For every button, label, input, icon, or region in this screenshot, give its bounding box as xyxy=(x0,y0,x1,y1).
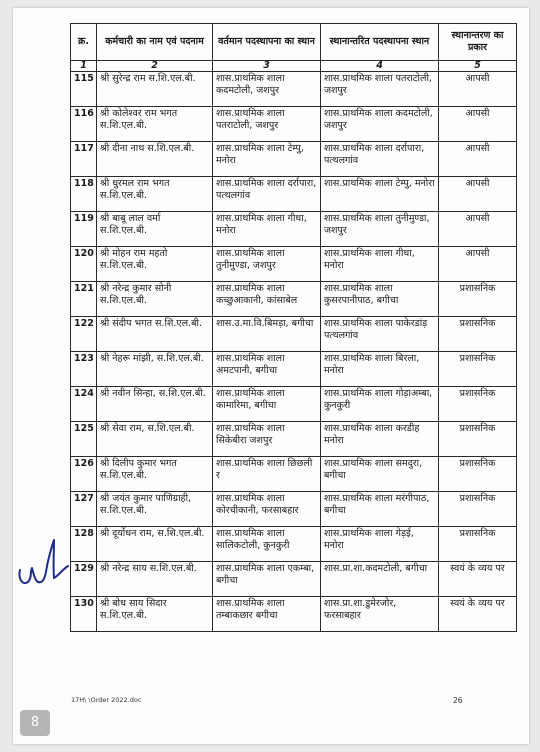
table-row xyxy=(71,597,517,632)
row-transferred-posting: शास.प्राथमिक शाला कदमटोली, जशपुर xyxy=(321,107,439,142)
row-transferred-posting: शास.प्राथमिक शाला गोड़ाअम्बा, कुनकुरी xyxy=(321,387,439,422)
row-serial-number: 117 xyxy=(71,142,97,177)
header-serial: क्र. xyxy=(71,24,97,61)
row-employee-name: श्री कोलेश्वर राम भगत स.शि.एल.बी. xyxy=(97,107,213,142)
column-number: 3 xyxy=(213,61,321,72)
row-transfer-type: प्रशासनिक xyxy=(439,422,517,457)
row-current-posting: शास.प्राथमिक शाला कामारिमा, बगीचा xyxy=(213,387,321,422)
row-current-posting: शास.प्राथमिक शाला अमटपानी, बगीचा xyxy=(213,352,321,387)
row-employee-name: श्री मोहन राम महतो स.शि.एल.बी. xyxy=(97,247,213,282)
row-current-posting: शास.प्राथमिक शाला कोरचीकानी, फरसाबहार xyxy=(213,492,321,527)
row-serial-number: 129 xyxy=(71,562,97,597)
handwritten-signature xyxy=(14,532,72,592)
row-current-posting: शास.प्राथमिक शाला छिछली र xyxy=(213,457,321,492)
row-transferred-posting: शास.प्राथमिक शाला गेड़ई, मनोरा xyxy=(321,527,439,562)
row-serial-number: 128 xyxy=(71,527,97,562)
table-row xyxy=(71,352,517,387)
row-employee-name: श्री नवीन सिन्हा, स.शि.एल.बी. xyxy=(97,387,213,422)
row-transfer-type: प्रशासनिक xyxy=(439,527,517,562)
header-row xyxy=(71,24,517,61)
row-transferred-posting: शास.प्राथमिक शाला बिरला, मनोरा xyxy=(321,352,439,387)
row-current-posting: शास.प्राथमिक शाला कदमटोली, जशपुर xyxy=(213,72,321,107)
row-employee-name: श्री जयंत कुमार पाणिग्राही, स.शि.एल.बी. xyxy=(97,492,213,527)
row-employee-name: श्री धुरमल राम भगत स.शि.एल.बी. xyxy=(97,177,213,212)
row-current-posting: शास.प्राथमिक शाला सिकेबीरा जशपुर xyxy=(213,422,321,457)
table-row xyxy=(71,492,517,527)
row-transfer-type: प्रशासनिक xyxy=(439,352,517,387)
row-employee-name: श्री बाबू लाल वर्मा स.शि.एल.बी. xyxy=(97,212,213,247)
row-transfer-type: प्रशासनिक xyxy=(439,492,517,527)
row-employee-name: श्री सेवा राम, स.शि.एल.बी. xyxy=(97,422,213,457)
row-transfer-type: प्रशासनिक xyxy=(439,282,517,317)
row-transferred-posting: शास.प्राथमिक शाला समदुरा, बगीचा xyxy=(321,457,439,492)
table-row xyxy=(71,142,517,177)
image-counter-badge[interactable]: 8 xyxy=(20,710,50,736)
row-transfer-type: आपसी xyxy=(439,247,517,282)
row-employee-name: श्री नरेन्द्र साय स.शि.एल.बी. xyxy=(97,562,213,597)
row-transferred-posting: शास.प्रा.शा.डुमेरजोर, फरसाबहार xyxy=(321,597,439,632)
row-current-posting: शास.प्राथमिक शाला कच्छुआकानी, कांसाबेल xyxy=(213,282,321,317)
row-current-posting: शास.प्राथमिक शाला पतराटोली, जशपुर xyxy=(213,107,321,142)
row-employee-name: श्री दूर्योधन राम, स.शि.एल.बी. xyxy=(97,527,213,562)
row-serial-number: 119 xyxy=(71,212,97,247)
table-row xyxy=(71,562,517,597)
row-employee-name: श्री नेहरू मांझी, स.शि.एल.बी. xyxy=(97,352,213,387)
row-serial-number: 120 xyxy=(71,247,97,282)
table-row xyxy=(71,177,517,212)
row-serial-number: 123 xyxy=(71,352,97,387)
row-current-posting: शास.प्राथमिक शाला दर्रापारा, पत्थलगांव xyxy=(213,177,321,212)
row-transfer-type: आपसी xyxy=(439,177,517,212)
table-row xyxy=(71,457,517,492)
row-transfer-type: आपसी xyxy=(439,107,517,142)
row-transferred-posting: शास.प्रा.शा.कदमटोली, बगीचा xyxy=(321,562,439,597)
row-transfer-type: प्रशासनिक xyxy=(439,387,517,422)
header-current-posting: वर्तमान पदस्थापना का स्थान xyxy=(213,24,321,61)
row-employee-name: श्री बोध साय सिदार स.शि.एल.बी. xyxy=(97,597,213,632)
table-row xyxy=(71,422,517,457)
row-transfer-type: आपसी xyxy=(439,212,517,247)
column-number: 5 xyxy=(439,61,517,72)
table-row xyxy=(71,247,517,282)
row-transfer-type: आपसी xyxy=(439,72,517,107)
row-transferred-posting: शास.प्राथमिक शाला करडीह मनोरा xyxy=(321,422,439,457)
row-transfer-type: प्रशासनिक xyxy=(439,457,517,492)
row-transferred-posting: शास.प्राथमिक शाला दर्रापारा, पत्थलगांव xyxy=(321,142,439,177)
table-row xyxy=(71,317,517,352)
table-row xyxy=(71,212,517,247)
row-transferred-posting: शास.प्राथमिक शाला कुसरपानीपाठ, बगीचा xyxy=(321,282,439,317)
column-number: 2 xyxy=(97,61,213,72)
transfer-table xyxy=(70,23,517,632)
row-transferred-posting: शास.प्राथमिक शाला पाकेरडांड़ पत्थलगांव xyxy=(321,317,439,352)
row-serial-number: 116 xyxy=(71,107,97,142)
row-transfer-type: प्रशासनिक xyxy=(439,317,517,352)
header-employee-name: कर्मचारी का नाम एवं पदनाम xyxy=(97,24,213,61)
page-number: 26 xyxy=(453,696,463,705)
row-transfer-type: स्वयं के व्यय पर xyxy=(439,597,517,632)
row-transferred-posting: शास.प्राथमिक शाला तुनीमुण्डा, जशपुर xyxy=(321,212,439,247)
row-transferred-posting: शास.प्राथमिक शाला मरंगीपाठ, बगीचा xyxy=(321,492,439,527)
column-number: 4 xyxy=(321,61,439,72)
row-transferred-posting: शास.प्राथमिक शाला पतराटोली, जशपुर xyxy=(321,72,439,107)
row-serial-number: 115 xyxy=(71,72,97,107)
header-transferred-posting: स्थानान्तरित पदस्थापना स्थान xyxy=(321,24,439,61)
row-current-posting: शास.प्राथमिक शाला तम्बाकछार बगीचा xyxy=(213,597,321,632)
header-transfer-type: स्थानान्तरण का प्रकार xyxy=(439,24,517,61)
row-current-posting: शास.प्राथमिक शाला तुनीमुण्डा, जशपुर xyxy=(213,247,321,282)
row-employee-name: श्री सुरेन्द्र राम स.शि.एल.बी. xyxy=(97,72,213,107)
table-row xyxy=(71,527,517,562)
row-employee-name: श्री दीना नाथ स.शि.एल.बी. xyxy=(97,142,213,177)
row-employee-name: श्री दिलीप कुमार भगत स.शि.एल.बी. xyxy=(97,457,213,492)
row-serial-number: 118 xyxy=(71,177,97,212)
table-row xyxy=(71,387,517,422)
row-serial-number: 122 xyxy=(71,317,97,352)
row-serial-number: 130 xyxy=(71,597,97,632)
row-current-posting: शास.उ.मा.वि.बिमड़ा, बगीचा xyxy=(213,317,321,352)
row-transferred-posting: शास.प्राथमिक शाला टेम्पु, मनोरा xyxy=(321,177,439,212)
row-transfer-type: स्वयं के व्यय पर xyxy=(439,562,517,597)
table-row xyxy=(71,282,517,317)
row-serial-number: 124 xyxy=(71,387,97,422)
column-number: 1 xyxy=(71,61,97,72)
row-transfer-type: आपसी xyxy=(439,142,517,177)
table-row xyxy=(71,107,517,142)
row-transferred-posting: शास.प्राथमिक शाला गीधा, मनोरा xyxy=(321,247,439,282)
row-current-posting: शास.प्राथमिक शाला एकम्बा, बगीचा xyxy=(213,562,321,597)
document-page xyxy=(13,8,529,744)
row-current-posting: शास.प्राथमिक शाला गीधा, मनोरा xyxy=(213,212,321,247)
row-serial-number: 126 xyxy=(71,457,97,492)
row-serial-number: 125 xyxy=(71,422,97,457)
column-number-row xyxy=(71,61,517,72)
row-employee-name: श्री नरेन्द्र कुमार सोनी स.शि.एल.बी. xyxy=(97,282,213,317)
footer-filename: 17H\ \Order 2022.doc xyxy=(71,696,142,704)
row-current-posting: शास.प्राथमिक शाला टेम्पु, मनोरा xyxy=(213,142,321,177)
row-serial-number: 127 xyxy=(71,492,97,527)
row-serial-number: 121 xyxy=(71,282,97,317)
row-employee-name: श्री संदीप भगत स.शि.एल.बी. xyxy=(97,317,213,352)
table-row xyxy=(71,72,517,107)
row-current-posting: शास.प्राथमिक शाला सालिकटोली, कुनकुरी xyxy=(213,527,321,562)
